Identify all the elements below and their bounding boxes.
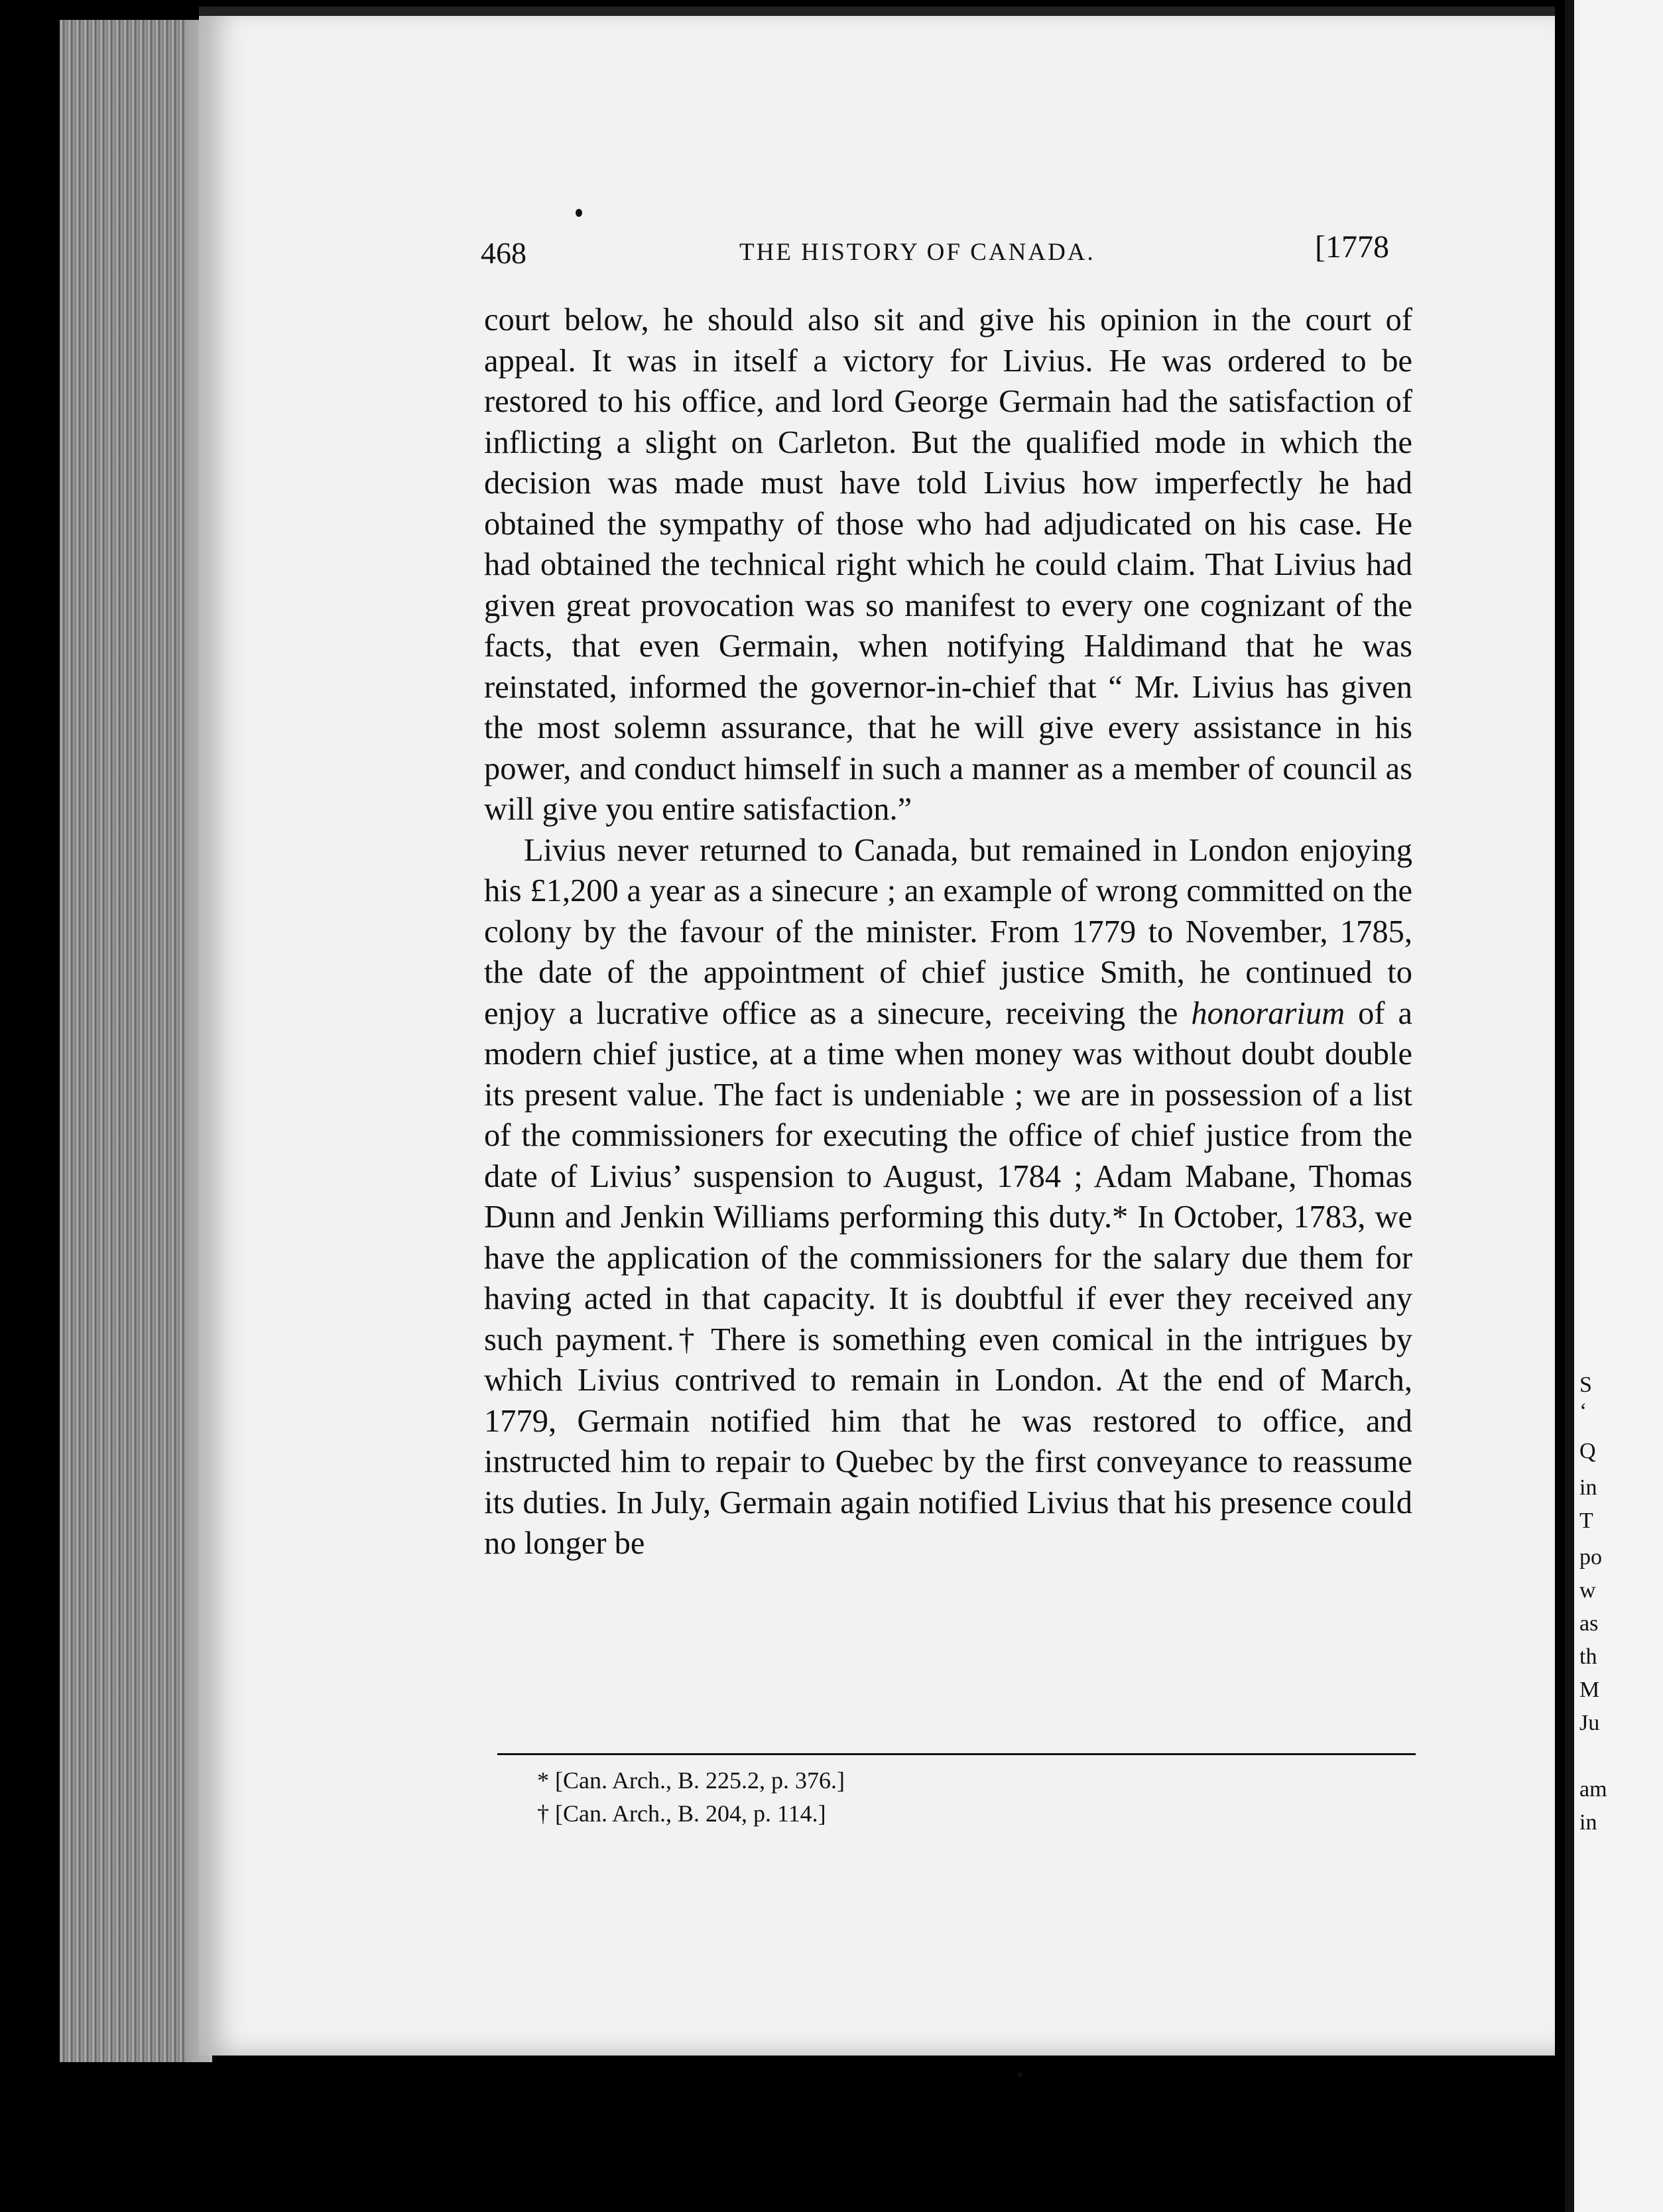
ink-speck [576,209,582,217]
book-page-edges [60,20,212,2062]
running-year: [1778 [1315,229,1389,265]
paragraph: court below, he should also sit and give his opinion in the court of appeal. It was in itself a victory for Livius. He was ordered to be restored to his office, and lord George Germain had the satisfaction of inflicting a slight on Carleton. But the qualified mode in which the decision was made must have told Livius how imperfectly he had obtained the sympathy of those who had adjudicated on his case. He had obtained the technical right which he could claim. That Livius had given great provocation was so manifest to every one cognizant of the facts, that even Germain, when notifying Haldimand that he was reinstated, informed the governor-in-chief that “ Mr. Livius has given the most solemn assurance, that he will give every assistance in his power, and conduct himself in such a manner as a member of council as will give you entire satisfaction.” [484,302,1412,827]
facing-page-edge [1565,0,1663,2212]
footnote: * [Can. Arch., B. 225.2, p. 376.] [537,1767,845,1794]
footnote: † [Can. Arch., B. 204, p. 114.] [537,1800,826,1827]
running-head [481,229,1409,275]
footnotes [537,1764,845,1830]
facing-page-fragment: as [1579,1611,1599,1636]
paragraph [484,830,1412,1564]
paragraph-text: of a modern chief justice, at a time when money was without doubt double its present value. The fact is undeniable ; we are in possession of a list of the commissioners for executing the office of chief justice from the date of Livius’ suspension to August, 1784 ; Adam Mabane, Thomas Dunn and Jenkin Williams performing this duty.* In October, 1783, we have the application of the commissioners for the salary due them for having acted in that capacity. It is doubtful if ever they received any such payment.† There is something even comical in the intrigues by which Livius contrived to remain in London. At the end of March, 1779, Germain notified him that he was restored to office, and instructed him to repair to Quebec by the first conveyance to reassume its duties. In July, Germain again notified Livius that his presence could no longer be [484,995,1413,1561]
facing-page-fragment: T [1579,1508,1593,1533]
facing-page-fragment: in [1579,1810,1597,1835]
facing-page-fragment: in [1579,1475,1597,1500]
facing-page-fragment: S [1579,1373,1592,1397]
ink-speck [1018,2072,1022,2077]
running-title: THE HISTORY OF CANADA. [739,239,1095,266]
paragraph-text: Livius never returned to Canada, but remained in London enjoying his £1,200 a year as a sinecure ; an example of wrong committed on the colony by the favour of the minister. From 1779 to November, 1785, the date of the appointment of chief justice Smith, he continued to enjoy a lucrative office as a sinecure, receiving the [484,832,1412,1031]
facing-page-fragment: Ju [1579,1711,1600,1735]
facing-page-fragment: w [1579,1578,1596,1603]
facing-page-fragment: M [1579,1678,1600,1702]
facing-page-fragment: po [1579,1545,1602,1569]
page-number: 468 [481,236,526,270]
facing-page-fragment: Q [1579,1439,1596,1463]
facing-page-fragment: am [1579,1777,1607,1802]
italic-term: honorarium [1191,995,1345,1031]
footnote-rule [497,1753,1416,1755]
facing-page-fragment: ‘ [1579,1399,1587,1424]
facing-page-fragment: th [1579,1644,1597,1669]
body-text [484,300,1412,1564]
